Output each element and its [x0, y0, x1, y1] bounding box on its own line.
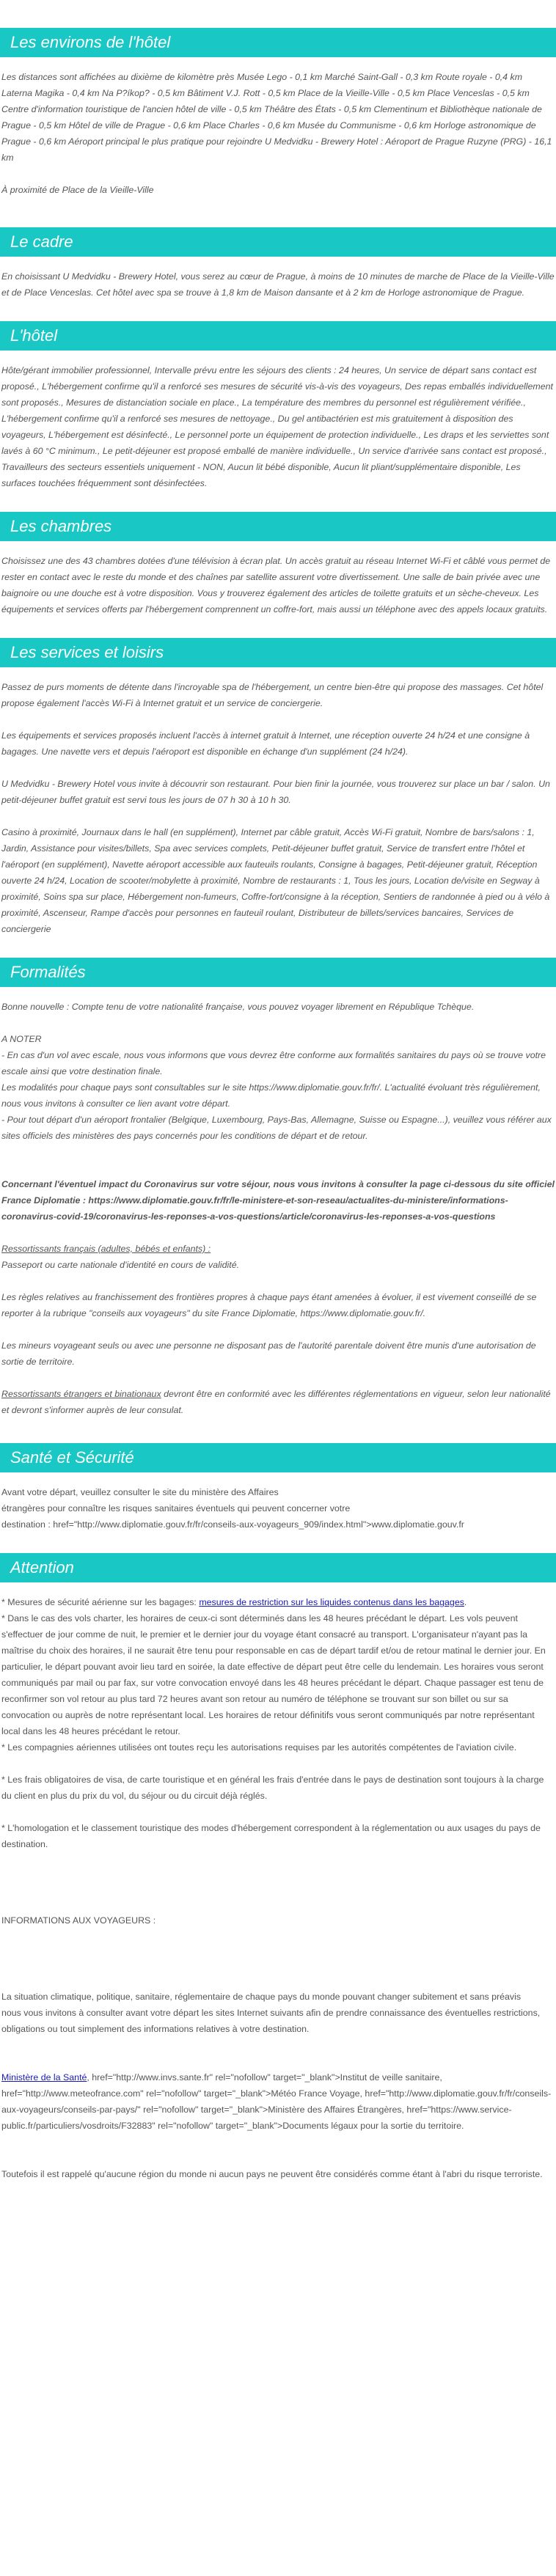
formalites-intro: Bonne nouvelle : Compte tenu de votre nationalité française, vous pouvez voyager librement en République Tchèque. [1, 1002, 475, 1012]
section-attention [0, 1553, 556, 2182]
environs-proximity: À proximité de Place de la Vieille-Ville [1, 185, 154, 195]
attention-frais: * Les frais obligatoires de visa, de carte touristique et en général les frais d'entrée dans le pays de destination sont toujours à la charge du client en plus du prix du vol, du séjour ou du circuit déjà réglés. [1, 1775, 544, 1801]
attention-compagnies: * Les compagnies aériennes utilisées ont toutes reçu les autorisations requises par les autorités compétentes de l'aviation civile. [1, 1742, 517, 1753]
section-header-hotel: L'hôtel [0, 321, 556, 351]
attention-ministere-rest: , href="http://www.invs.sante.fr" rel="nofollow" target="_blank">Institut de veille sanitaire, href="http://www.meteofrance.com" rel="nofollow" target="_blank">Météo France Voyage, href="http://www.diplomatie.gouv.fr/fr/conseils-aux-voyageurs/conseils-par-pays/" rel="nofollow" target="_blank">Ministère des Affaires Étrangères, href="https://www.service-public.fr/particuliers/vosdroits/F32883" rel="nofollow" target="_blank">Documents légaux pour la sortie du territoire. [1, 2072, 552, 2131]
section-services [0, 638, 556, 937]
attention-info-title: INFORMATIONS AUX VOYAGEURS : [1, 1915, 156, 1926]
attention-terrorisme: Toutefois il est rappelé qu'aucune région du monde ni aucun pays ne peuvent être considérés comme étant à l'abri du risque terroriste. [1, 2169, 543, 2179]
formalites-etrangers [1, 1386, 555, 1418]
attention-securite [1, 1594, 555, 1610]
section-header-chambres: Les chambres [0, 512, 556, 541]
attention-situation-line-2: nous vous invitons à consulter avant votre départ les sites Internet suivants afin de prendre connaissance des éventuelles restrictions, obligations ou tout simplement des informations relatives à votre destination. [1, 2008, 541, 2034]
liquides-restriction-link[interactable]: mesures de restriction sur les liquides contenus dans les bagages [199, 1597, 464, 1607]
formalites-note-frontalier: - Pour tout départ d'un aéroport frontalier (Belgique, Luxembourg, Pays-Bas, Allemagne, Suisse ou Espagne...), veuillez vous référer aux sites officiels des ministères des pays concernés pour les conditions de départ et de retour. [1, 1115, 552, 1141]
section-header-formalites: Formalités [0, 958, 556, 987]
chambres-paragraph: Choisissez une des 43 chambres dotées d'une télévision à écran plat. Un accès gratuit au réseau Internet Wi-Fi et câblé vous permet de rester en contact avec le reste du monde et des chaînes par satellite assurent votre divertissement. Une salle de bain privée avec une baignoire ou une douche est à votre disposition. Vous y trouverez également des articles de toilette gratuits et un sèche-cheveux. Les équipements et services offerts par l'hébergement comprennent un coffre-fort, mais aussi un téléphone avec des appels locaux gratuits. [1, 556, 551, 614]
formalites-ressortissants-text: Passeport ou carte nationale d'identité en cours de validité. [1, 1260, 240, 1270]
attention-homologation: * L'homologation et le classement touristique des modes d'hébergement correspondent à la réglementation ou aux usages du pays de destination. [1, 1823, 541, 1849]
section-formalites [0, 958, 556, 1418]
environs-paragraph: Les distances sont affichées au dixième de kilomètre près Musée Lego - 0,1 km Marché Saint-Gall - 0,3 km Route royale - 0,4 km Laterna Magika - 0,4 km Na P?íkop? - 0,5 km Bâtiment V.J. Rott - 0,5 km Place de la Vieille-Ville - 0,5 km Place Venceslas - 0,5 km Centre d'information touristique de l'ancien hôtel de ville - 0,5 km Théâtre des États - 0,5 km Clementinum et Bibliothèque nationale de Prague - 0,5 km Hôtel de ville de Prague - 0,6 km Place Charles - 0,6 km Musée du Communisme - 0,6 km Horloge astronomique de Prague - 0,6 km Aéroport principal le plus pratique pour rejoindre U Medvidku - Brewery Hotel : Aéroport de Prague Ruzyne (PRG) - 16,1 km [1, 72, 552, 163]
formalites-regles: Les règles relatives au franchissement des frontières propres à chaque pays étant amenées à évoluer, il est vivement conseillé de se reporter à la rubrique "conseils aux voyageurs" du site France Diplomatie, https://www.diplomatie.gouv.fr/. [1, 1292, 537, 1318]
formalites-note-modalites: Les modalités pour chaque pays sont consultables sur le site https://www.diplomatie.gouv.fr/fr/. L'actualité évoluant très régulièrement, nous vous invitons à consulter ce lien avant votre départ. [1, 1082, 541, 1109]
sante-line-3: destination : href="http://www.diplomatie.gouv.fr/fr/conseils-aux-voyageurs_909/index.html">www.diplomatie.gouv.fr [1, 1519, 464, 1530]
section-header-attention: Attention [0, 1553, 556, 1582]
attention-situation-line-1: La situation climatique, politique, sanitaire, réglementaire de chaque pays du monde pouvant changer subitement et sans préavis [1, 1992, 522, 2002]
section-hotel [0, 321, 556, 491]
services-paragraph-2: Les équipements et services proposés incluent l'accès à internet gratuit à Internet, une réception ouverte 24 h/24 et une consigne à bagages. Une navette vers et depuis l'aéroport est disponible en échange d'un supplément (24 h/24). [1, 730, 530, 757]
attention-securite-prefix: * Mesures de sécurité aérienne sur les bagages: [1, 1597, 200, 1607]
formalites-etrangers-title: Ressortissants étrangers et binationaux [1, 1389, 161, 1399]
formalites-mineurs: Les mineurs voyageant seuls ou avec une personne ne disposant pas de l'autorité parentale doivent être munis d'une autorisation de sortie de territoire. [1, 1340, 536, 1367]
attention-horaires: * Dans le cas des vols charter, les horaires de ceux-ci sont déterminés dans les 48 heures précédant le départ. Les vols peuvent s'effectuer de jour comme de nuit, le premier et le dernier jour du voyage étant consacré au transport. L'organisateur n'ayant pas la maîtrise du choix des horaires, il ne saurait être tenu pour responsable en cas de départ tardif et/ou de retour matinal le dernier jour. En particulier, le départ pouvant avoir lieu tard en soirée, la date effective de départ peut être celle du lendemain. Les horaires vous seront communiqués par mail ou par fax, sur votre convocation envoyé dans les 48 heures précédant le départ. Chaque passager est tenu de reconfirmer son vol retour au plus tard 72 heures avant son retour au numéro de téléphone se trouvant sur son billet ou sur sa convocation ou auprès de notre représentant local. Les horaires de retour définitifs vous seront communiqués par notre représentant local dans les 48 heures précédant le retour. [1, 1613, 546, 1736]
formalites-ressortissants-title: Ressortissants français (adultes, bébés et enfants) : [1, 1244, 211, 1254]
cadre-paragraph: En choisissant U Medvidku - Brewery Hotel, vous serez au cœur de Prague, à moins de 10 minutes de marche de Place de la Vieille-Ville et de Place Venceslas. Cet hôtel avec spa se trouve à 1,8 km de Maison dansante et à 2 km de Horloge astronomique de Prague. [1, 271, 555, 298]
section-header-services: Les services et loisirs [0, 638, 556, 667]
page [0, 28, 556, 2197]
section-header-cadre: Le cadre [0, 227, 556, 257]
formalites-etrangers-text: devront être en conformité avec les différentes réglementations en vigueur, selon leur nationalité et devront s'informer auprès de leur consulat. [1, 1389, 551, 1415]
attention-ministere [1, 2069, 555, 2134]
section-header-sante: Santé et Sécurité [0, 1443, 556, 1472]
formalites-covid-notice: Concernant l'éventuel impact du Coronavirus sur votre séjour, nous vous invitons à consulter la page ci-dessous du site officiel France Diplomatie : https://www.diplomatie.gouv.fr/fr/le-ministere-et-son-reseau/actualites-du-ministere/informations-coronavirus-covid-19/coronavirus-les-reponses-a-vos-questions/article/coronavirus-les-reponses-a-vos-questions [1, 1179, 555, 1222]
hotel-paragraph: Hôte/gérant immobilier professionnel, Intervalle prévu entre les séjours des clients : 24 heures, Un service de départ sans contact est proposé., L'hébergement confirme qu'il a renforcé ses mesures de sécurité vis-à-vis des voyageurs, Des repas emballés individuellement sont proposés., Mesures de distanciation sociale en place., La température des membres du personnel est régulièrement vérifiée., L'hébergement confirme qu'il a renforcé ses mesures de nettoyage., Du gel antibactérien est mis gratuitement à disposition des voyageurs, L'hébergement est désinfecté., Le personnel porte un équipement de protection individuelle., Les draps et les serviettes sont lavés à 60 °C minimum., Le petit-déjeuner est proposé emballé de manière individuelle., Un service d'arrivée sans contact est proposé., Travailleurs des secteurs essentiels uniquement - NON, Aucun lit bébé disponible, Aucun lit pliant/supplémentaire disponible, Les surfaces touchées fréquemment sont désinfectées. [1, 365, 553, 488]
services-paragraph-3: U Medvidku - Brewery Hotel vous invite à découvrir son restaurant. Pour bien finir la journée, vous trouverez sur place un bar / salon. Un petit-déjeuner buffet gratuit est servi tous les jours de 07 h 30 à 10 h 30. [1, 779, 550, 805]
section-header-environs: Les environs de l'hôtel [0, 28, 556, 57]
section-cadre [0, 227, 556, 301]
sante-line-2: étrangères pour connaître les risques sanitaires éventuels qui peuvent concerner votre [1, 1503, 351, 1513]
section-chambres [0, 512, 556, 617]
services-paragraph-4: Casino à proximité, Journaux dans le hall (en supplément), Internet par câble gratuit, Accès Wi-Fi gratuit, Nombre de bars/salons : 1, Jardin, Assistance pour visites/billets, Spa avec services complets, Petit-déjeuner buffet gratuit, Service de transfert entre l'hôtel et l'aéroport (en supplément), Navette aéroport accessible aux fauteuils roulants, Consigne à bagages, Petit-déjeuner gratuit, Réception ouverte 24 h/24, Location de scooter/mobylette à proximité, Nombre de restaurants : 1, Tous les jours, Location de/visite en Segway à proximité, Soins spa sur place, Hébergement non-fumeurs, Coffre-fort/consigne à la réception, Sentiers de randonnée à pied ou à vélo à proximité, Ascenseur, Rampe d'accès pour personnes en fauteuil roulant, Distributeur de billets/services bancaires, Services de conciergerie [1, 827, 550, 934]
section-sante [0, 1443, 556, 1533]
section-environs [0, 28, 556, 198]
sante-line-1: Avant votre départ, veuillez consulter le site du ministère des Affaires [1, 1487, 279, 1497]
formalites-note-escale: - En cas d'un vol avec escale, nous vous informons que vous devrez être conforme aux formalités sanitaires du pays où se trouve votre escale ainsi que votre destination finale. [1, 1050, 546, 1076]
attention-securite-suffix: . [464, 1597, 467, 1607]
ministere-sante-link[interactable]: Ministère de la Santé [1, 2072, 87, 2083]
services-paragraph-1: Passez de purs moments de détente dans l'incroyable spa de l'hébergement, un centre bien-être qui propose des massages. Cet hôtel propose également l'accès Wi-Fi à Internet gratuit et un service de conciergerie. [1, 682, 544, 708]
formalites-note-title: A NOTER [1, 1034, 42, 1044]
